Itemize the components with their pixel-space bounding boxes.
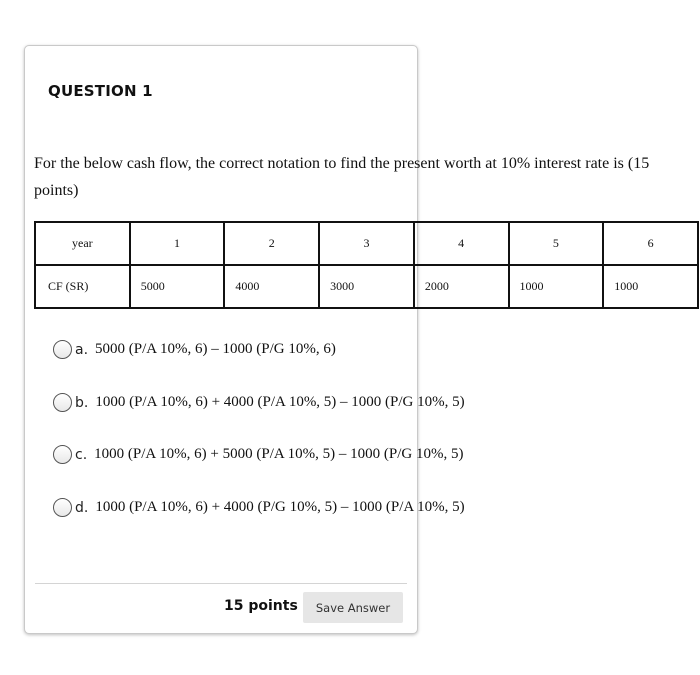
cash-flow-cell: 5000 <box>130 265 225 308</box>
table-row <box>35 222 698 265</box>
option-letter: b. <box>75 394 89 411</box>
table-header-label: year <box>35 222 130 265</box>
year-cell: 3 <box>319 222 414 265</box>
option-a[interactable] <box>53 340 336 359</box>
year-cell: 5 <box>509 222 604 265</box>
option-text: 1000 (P/A 10%, 6) + 4000 (P/G 10%, 5) – 1000 (P/A 10%, 5) <box>95 499 465 515</box>
cash-flow-cell: 1000 <box>603 265 698 308</box>
year-cell: 6 <box>603 222 698 265</box>
radio-button-a[interactable] <box>53 340 72 359</box>
year-cell: 1 <box>130 222 225 265</box>
option-letter: c. <box>75 446 88 463</box>
points-label: 15 points <box>224 598 298 614</box>
radio-button-c[interactable] <box>53 445 72 464</box>
radio-button-d[interactable] <box>53 498 72 517</box>
option-text: 1000 (P/A 10%, 6) + 4000 (P/A 10%, 5) – 1000 (P/G 10%, 5) <box>95 394 465 410</box>
option-b[interactable] <box>53 393 465 412</box>
option-letter: a. <box>75 341 89 358</box>
option-letter: d. <box>75 499 89 516</box>
save-answer-button[interactable]: Save Answer <box>303 592 403 623</box>
table-row-label: CF (SR) <box>35 265 130 308</box>
option-d[interactable] <box>53 498 465 517</box>
question-text: For the below cash flow, the correct notation to find the present worth at 10% interest rate is (15 points) <box>34 155 650 199</box>
cash-flow-cell: 2000 <box>414 265 509 308</box>
year-cell: 4 <box>414 222 509 265</box>
footer-divider <box>35 583 407 584</box>
option-c[interactable] <box>53 445 463 464</box>
table-row <box>35 265 698 308</box>
option-text: 5000 (P/A 10%, 6) – 1000 (P/G 10%, 6) <box>95 341 336 357</box>
cash-flow-cell: 3000 <box>319 265 414 308</box>
cash-flow-cell: 4000 <box>224 265 319 308</box>
option-text: 1000 (P/A 10%, 6) + 5000 (P/A 10%, 5) – 1000 (P/G 10%, 5) <box>94 446 464 462</box>
year-cell: 2 <box>224 222 319 265</box>
cash-flow-table <box>34 221 699 309</box>
question-title: QUESTION 1 <box>48 82 153 100</box>
radio-button-b[interactable] <box>53 393 72 412</box>
cash-flow-cell: 1000 <box>509 265 604 308</box>
